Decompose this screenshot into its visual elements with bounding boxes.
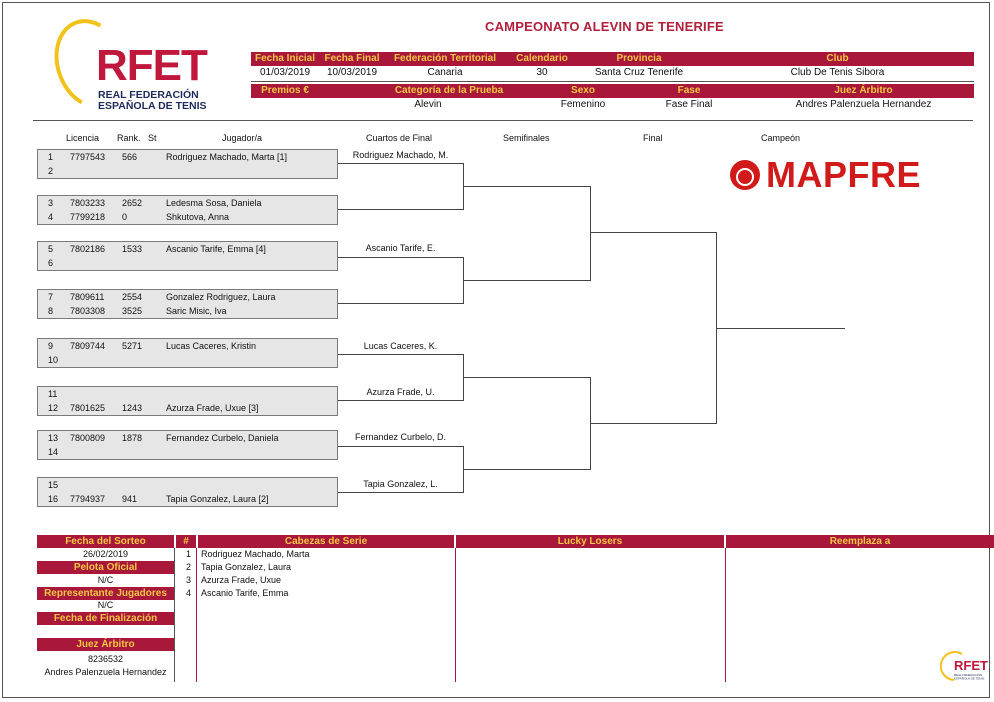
player-name: Gonzalez Rodriguez, Laura [166,292,276,302]
seed-number: 4 [186,588,192,598]
player-licencia: 7803308 [70,306,106,316]
player-number: 14 [48,447,59,457]
divider-1 [174,548,175,682]
seed-number: 3 [186,575,192,585]
bracket-line [338,303,463,304]
qf-player-name: Ascanio Tarife, E. [365,243,436,253]
bracket-line [338,446,463,447]
label-representante: Representante Jugadores [37,587,174,600]
label-fecha-inicial: Fecha Inicial [254,53,316,64]
header-labels-row1 [251,52,974,66]
player-number: 9 [48,341,54,351]
player-licencia: 7802186 [70,244,106,254]
seed-name: Rodriguez Machado, Marta [201,549,310,559]
label-lucky-losers: Lucky Losers [456,535,724,548]
player-rank: 0 [122,212,128,222]
svg-text:REAL FEDERACIÓN: REAL FEDERACIÓN [954,673,983,677]
header-labels-row2 [251,84,974,98]
label-fecha-sorteo: Fecha del Sorteo [37,535,174,548]
logo-brand: RFET [96,41,207,90]
value-representante: N/C [97,600,114,610]
label-fase: Fase [677,85,701,96]
value-juez-id: 8236532 [87,654,124,664]
player-number: 8 [48,306,54,316]
svg-text:ESPAÑOLA DE TENIS: ESPAÑOLA DE TENIS [954,676,985,681]
bracket-line [463,280,590,281]
col-cuartos: Cuartos de Final [366,133,433,143]
label-premios: Premios € [261,85,309,96]
bracket-line [338,354,463,355]
value-fase: Fase Final [665,99,713,110]
player-number: 15 [48,480,59,490]
player-name: Tapia Gonzalez, Laura [2] [166,494,269,504]
bracket-line [338,163,463,164]
player-name: Shkutova, Anna [166,212,230,222]
col-rank: Rank. [117,133,141,143]
player-number: 10 [48,355,59,365]
label-hash: # [176,535,196,548]
value-fecha-final: 10/03/2019 [326,67,378,78]
player-licencia: 7799218 [70,212,106,222]
player-licencia: 7809611 [70,292,105,302]
mapfre-wordmark: MAPFRE [766,154,921,195]
player-number: 3 [48,198,54,208]
player-licencia: 7801625 [70,403,106,413]
qf-player-name: Fernandez Curbelo, D. [354,432,447,442]
col-final: Final [643,133,663,143]
seed-number: 1 [186,549,192,559]
player-licencia: 7797543 [70,152,106,162]
player-rank: 1243 [122,403,143,413]
divider-3 [455,548,456,682]
bracket-line [590,232,717,233]
label-calendario: Calendario [516,53,568,64]
label-fecha-final: Fecha Final [324,53,380,64]
player-number: 11 [48,389,58,399]
label-federacion: Federación Territorial [393,53,497,64]
player-rank: 1533 [122,244,143,254]
logo-subtitle [98,90,207,112]
player-rank: 2554 [122,292,143,302]
label-juez-bottom: Juez Árbitro [37,638,174,651]
player-rank: 2652 [122,198,143,208]
player-name: Fernandez Curbelo, Daniela [166,433,279,443]
value-club: Club De Tenis Sibora [790,67,885,78]
label-juez-arbitro: Juez Árbitro [834,85,893,96]
label-club: Club [826,53,849,64]
player-number: 7 [48,292,54,302]
value-juez-name: Andres Palenzuela Hernandez [44,667,167,677]
player-rank: 1878 [122,433,143,443]
player-number: 4 [48,212,54,222]
logo-line2: ESPAÑOLA DE TENIS [98,100,207,112]
bracket-line [716,328,845,329]
player-number: 16 [48,494,59,504]
value-fecha-inicial: 01/03/2019 [259,67,311,78]
label-categoria: Categoría de la Prueba [394,85,504,96]
value-sexo: Femenino [560,99,606,110]
qf-player-name: Rodriguez Machado, M. [352,150,449,160]
seed-number: 2 [186,562,192,572]
value-federacion: Canaria [427,67,463,78]
label-reemplaza: Reemplaza a [726,535,994,548]
value-pelota: N/C [97,575,114,585]
player-name: Azurza Frade, Uxue [3] [166,403,259,413]
value-premios [251,98,319,112]
player-name: Ledesma Sosa, Daniela [166,198,262,208]
label-sexo: Sexo [571,85,595,96]
player-number: 13 [48,433,59,443]
col-semifinales: Semifinales [503,133,550,143]
value-juez-arbitro: Andres Palenzuela Hernandez [795,99,932,110]
divider-2 [196,548,197,682]
seed-name: Tapia Gonzalez, Laura [201,562,292,572]
bracket-line [463,377,590,378]
player-name: Rodriguez Machado, Marta [1] [166,152,288,162]
player-licencia: 7809744 [70,341,106,351]
player-name: Saric Misic, Iva [166,306,227,316]
player-licencia: 7794937 [70,494,106,504]
bracket-line [338,209,463,210]
bracket-line [590,186,591,281]
col-campeon: Campeón [761,133,801,143]
value-categoria: Alevin [414,99,442,110]
mapfre-emblem-icon [730,160,760,190]
bracket-line [338,400,463,401]
player-number: 6 [48,258,54,268]
player-rank: 3525 [122,306,143,316]
player-rank: 5271 [122,341,143,351]
header-divider [251,81,974,82]
player-number: 12 [48,403,59,413]
value-provincia: Santa Cruz Tenerife [594,67,684,78]
player-licencia: 7803233 [70,198,106,208]
page-title: CAMPEONATO ALEVIN DE TENERIFE [485,19,724,34]
label-provincia: Provincia [616,53,662,64]
bracket-line [338,257,463,258]
player-rank: 566 [122,152,138,162]
bracket-line [338,492,463,493]
col-jugador: Jugador/a [222,133,263,143]
player-number: 2 [48,166,54,176]
header-bottom-line [33,120,973,121]
seed-name: Ascanio Tarife, Emma [201,588,289,598]
divider-4 [725,548,726,682]
col-st: St [148,133,157,143]
label-pelota: Pelota Oficial [37,561,174,574]
value-fecha-sorteo: 26/02/2019 [82,549,129,559]
col-licencia: Licencia [66,133,100,143]
player-number: 1 [48,152,54,162]
player-rank: 941 [122,494,138,504]
player-number: 5 [48,244,54,254]
label-cabezas-serie: Cabezas de Serie [198,535,454,548]
bracket-line [590,423,717,424]
label-fecha-finalizacion: Fecha de Finalización [37,612,174,625]
logo-line1: REAL FEDERACIÓN [98,89,199,101]
value-calendario: 30 [536,67,548,78]
qf-player-name: Lucas Caceres, K. [363,341,438,351]
qf-player-name: Tapia Gonzalez, L. [363,479,438,489]
player-name: Ascanio Tarife, Emma [4] [166,244,266,254]
rfet-small-logo-icon [940,650,988,682]
player-name: Lucas Caceres, Kristin [166,341,257,351]
seed-name: Azurza Frade, Uxue [201,575,282,585]
bracket-line [463,186,590,187]
qf-player-name: Azurza Frade, U. [366,387,435,397]
bracket-line [463,469,590,470]
svg-text:RFET: RFET [954,658,988,673]
player-licencia: 7800809 [70,433,106,443]
